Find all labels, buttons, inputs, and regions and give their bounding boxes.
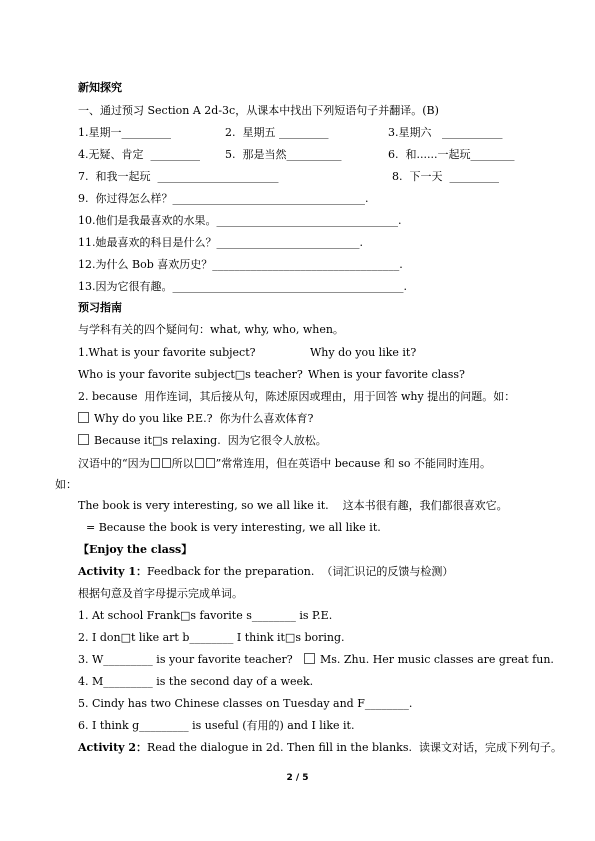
fill-item-6: 6. I think g_________ is useful (有用的) and I like it. [78, 719, 355, 732]
because-note: 2. because 用作连词，其后接从句，陈述原因或理由，用于回答 why 提出的问题。如： [78, 390, 516, 403]
vocab-2: 2. 星期五 _________ [225, 126, 329, 139]
fill-item-3: 3. W_________ is your favorite teacher? [78, 653, 293, 666]
question-row2-left: Who is your favorite subject□s teacher? [78, 368, 303, 381]
fill-item-1: 1. At school Frank□s favorite s________ is P.E. [78, 609, 333, 622]
enjoy-class-heading: 【Enjoy the class】 [78, 543, 193, 556]
vocab-4: 4.无疑、肯定 _________ [78, 148, 200, 161]
sentence-13: 13.因为它很有趣。__________________________________________. [78, 280, 407, 293]
so-note-continued: 如： [55, 478, 77, 491]
blank-box-icon [206, 458, 215, 468]
example-because: = Because the book is very interesting, we all like it. [86, 521, 381, 534]
question-row1-left: 1.What is your favorite subject? [78, 346, 256, 359]
sentence-9: 9. 你过得怎么样？___________________________________. [78, 192, 369, 205]
blank-box-icon [162, 458, 171, 468]
sentence-11: 11.她最喜欢的科目是什么？__________________________. [78, 236, 363, 249]
so-note: 汉语中的“因为 所以 ”常常连用，但在英语中 because 和 so 不能同时连用。 [78, 457, 492, 470]
guide-intro: 与学科有关的四个疑问句：what, why, who, when。 [78, 323, 344, 336]
question-row1-right: Why do you like it? [310, 346, 417, 359]
blank-box-icon [195, 458, 204, 468]
vocab-3: 3.星期六 ___________ [388, 126, 503, 139]
instruction-1: 一、通过预习 Section A 2d-3c，从课本中找出下列短语句子并翻译。(B) [78, 104, 439, 117]
fill-item-5: 5. Cindy has two Chinese classes on Tuesday and F________. [78, 697, 413, 710]
example-question: Why do you like P.E.? 你为什么喜欢体育? [78, 412, 313, 426]
activity-1-instruction: 根据句意及首字母提示完成单词。 [78, 587, 243, 600]
example-answer: Because it□s relaxing. 因为它很令人放松。 [78, 434, 327, 448]
page-number: 2 / 5 [286, 773, 309, 783]
checkbox-icon [304, 653, 315, 664]
question-row2-right: When is your favorite class? [308, 368, 465, 381]
blank-box-icon [151, 458, 160, 468]
vocab-5: 5. 那是当然__________ [225, 148, 342, 161]
fill-item-4: 4. M_________ is the second day of a week. [78, 675, 314, 688]
fill-item-3-answer: Ms. Zhu. Her music classes are great fun. [304, 653, 554, 667]
vocab-7: 7. 和我一起玩 ______________________ [78, 170, 279, 183]
checkbox-icon [78, 434, 89, 445]
activity-2: Activity 2：Read the dialogue in 2d. Then fill in the blanks. 读课文对话，完成下列句子。 [78, 741, 562, 754]
section-heading-new: 新知探究 [78, 81, 122, 94]
vocab-1: 1.星期一_________ [78, 126, 171, 139]
fill-item-2: 2. I don□t like art b________ I think it□s boring. [78, 631, 345, 644]
example-so: The book is very interesting, so we all like it. 这本书很有趣，我们都很喜欢它。 [78, 499, 508, 512]
vocab-6: 6. 和......一起玩________ [388, 148, 515, 161]
activity-1: Activity 1：Feedback for the preparation. （词汇识记的反馈与检测） [78, 565, 454, 578]
vocab-8: 8. 下一天 _________ [392, 170, 499, 183]
checkbox-icon [78, 412, 89, 423]
section-heading-guide: 预习指南 [78, 301, 122, 314]
sentence-12: 12.为什么 Bob 喜欢历史？__________________________________. [78, 258, 403, 271]
sentence-10: 10.他们是我最喜欢的水果。_________________________________. [78, 214, 402, 227]
